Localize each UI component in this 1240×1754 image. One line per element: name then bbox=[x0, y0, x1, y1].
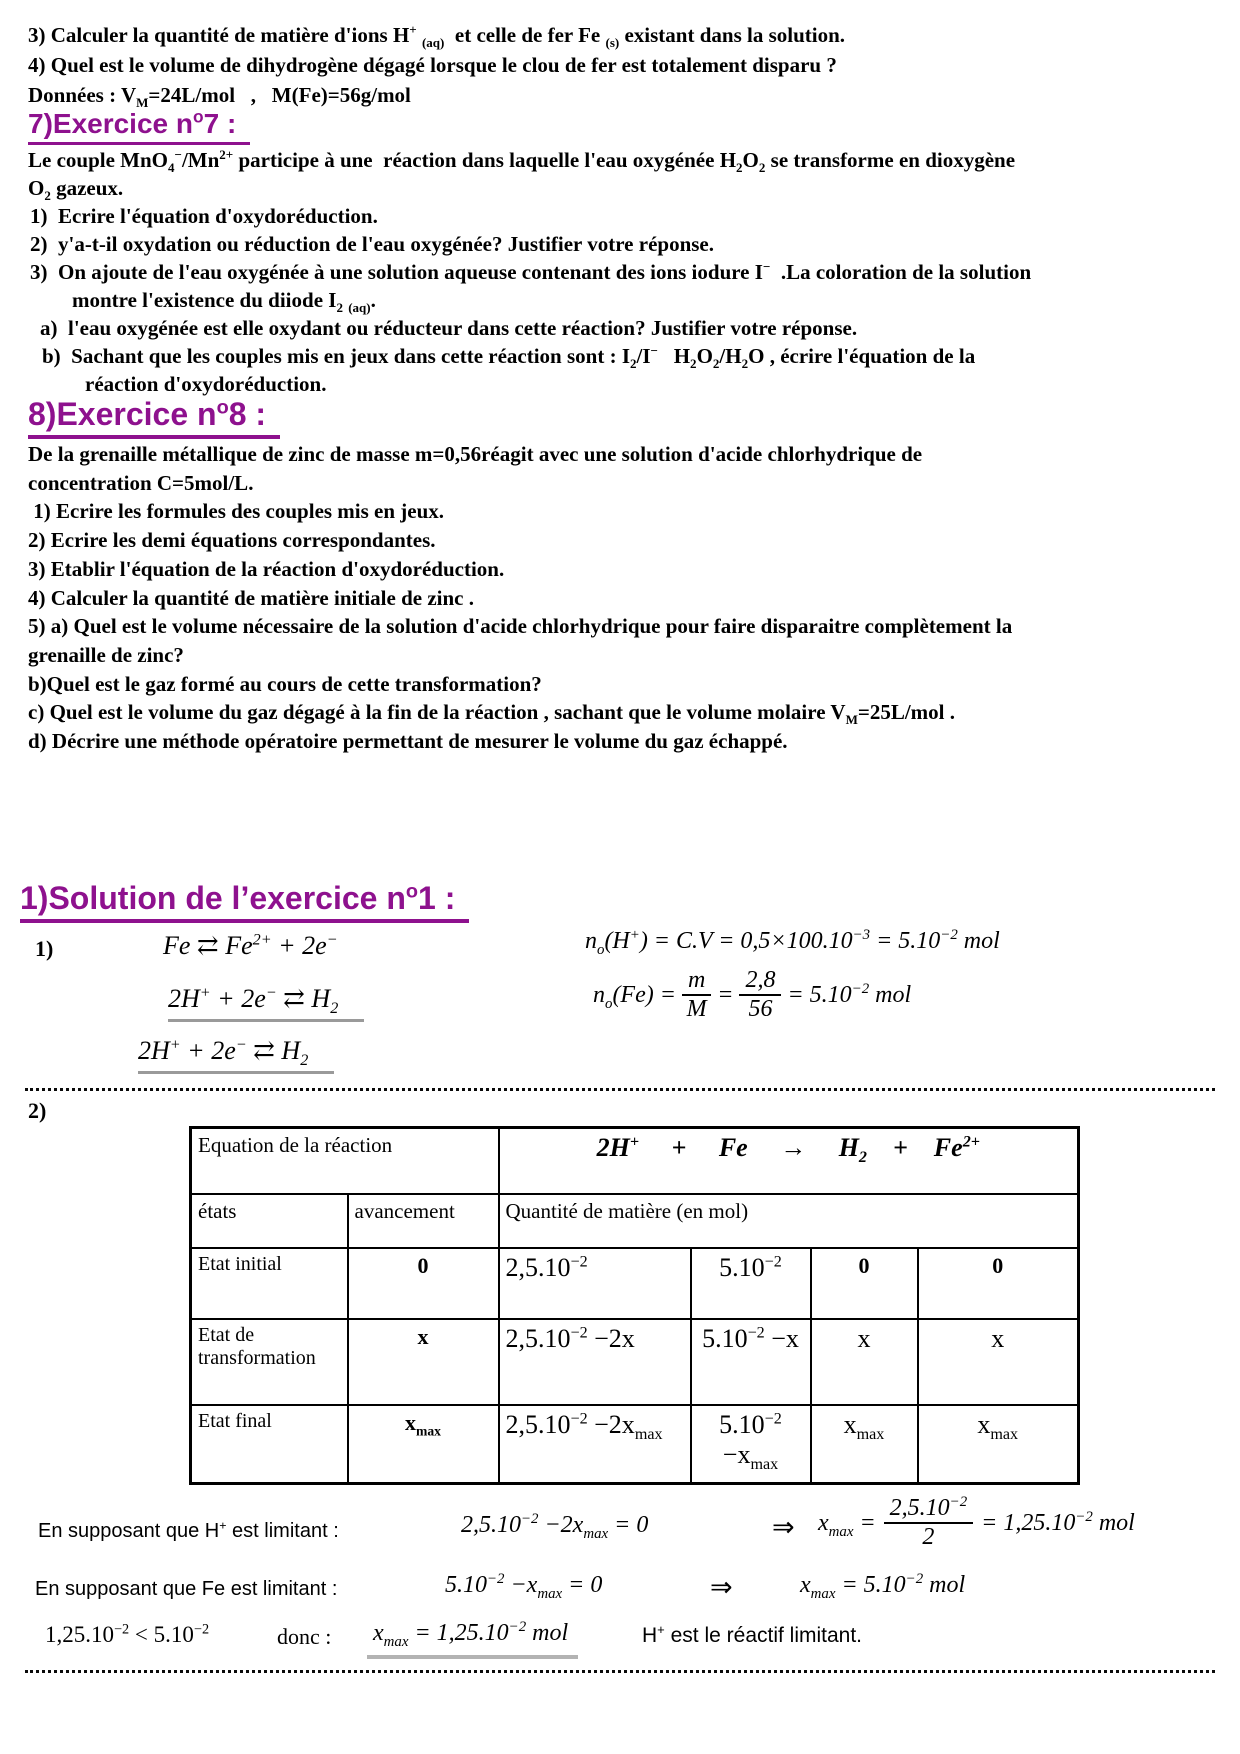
quantite-header-cell: Quantité de matière (en mol) bbox=[499, 1194, 1079, 1248]
fraction-m-over-M bbox=[682, 968, 711, 1022]
ex8-line: 2) Ecrire les demi équations correspondantes. bbox=[28, 528, 436, 553]
qty-cell: 0 bbox=[811, 1248, 918, 1319]
qty-cell: $x_{max}$ bbox=[811, 1405, 918, 1484]
table-row-headers bbox=[191, 1194, 1079, 1248]
limiting-h-equation: $2,5.10^{-2} -2x_{max} = 0$ bbox=[461, 1511, 649, 1542]
table-row-final bbox=[191, 1405, 1079, 1484]
qty-cell: $2,5.10^{-2} -2x$ bbox=[499, 1319, 691, 1405]
qty-cell: $2,5.10^{-2}$ bbox=[499, 1248, 691, 1319]
half-equation-h2-1: 2H+ + 2e− ⇄ $H_2$ bbox=[168, 984, 364, 1022]
table-row-transformation bbox=[191, 1319, 1079, 1405]
fraction-numerator: 2,8 bbox=[739, 968, 781, 996]
dotted-separator bbox=[25, 1670, 1215, 1673]
ex8-line: De la grenaille métallique de zinc de masse m=0,56réagit avec une solution d'acide chlorhydrique de bbox=[28, 442, 923, 466]
table-row-initial bbox=[191, 1248, 1079, 1319]
qty-cell: $5.10^{-2} -x$ bbox=[691, 1319, 811, 1405]
avancement-cell: 0 bbox=[348, 1248, 499, 1319]
ex8-line: 1) Ecrire les formules des couples mis en jeux. bbox=[28, 499, 445, 524]
fraction-numerator: m bbox=[682, 968, 711, 996]
calc-n-hplus bbox=[585, 927, 1000, 958]
donc-label: donc : bbox=[277, 1624, 332, 1649]
equation-label-cell: Equation de la réaction bbox=[191, 1128, 499, 1194]
solution-part1-label: 1) bbox=[35, 936, 54, 961]
exercice-8-body bbox=[28, 440, 1012, 756]
xmax-final-value: $x_{max} = 1,25.10^{-2}$ mol bbox=[367, 1620, 578, 1659]
fraction-denominator: 2 bbox=[922, 1524, 935, 1551]
fraction-denominator: M bbox=[686, 996, 707, 1023]
half-equation-fe: Fe ⇄ $Fe^{2+} + 2e^-$ bbox=[163, 931, 338, 960]
limiting-conclusion: H+ est le réactif limitant. bbox=[642, 1622, 863, 1647]
qty-cell: x bbox=[811, 1319, 918, 1405]
half-equation-h2-2: 2H+ + 2e− ⇄ $H_2$ bbox=[138, 1036, 334, 1074]
calc-n-fe-suffix: = $5.10^{-2}$ mol bbox=[787, 980, 912, 1008]
dotted-separator bbox=[25, 1088, 1215, 1091]
calc-n-hplus-text: $n_o(H^+) = C.V = 0,5\times 100.10^{-3} = 5.10^{-2}$ mol bbox=[585, 927, 1000, 958]
intro-line-4: 4) Quel est le volume de dihydrogène dégagé lorsque le clou de fer est totalement disparu ? bbox=[28, 53, 837, 77]
intro-block bbox=[28, 20, 845, 110]
qty-cell: $2,5.10^{-2} -2x_{max}$ bbox=[499, 1405, 691, 1484]
ex7-line: 3) On ajoute de l'eau oxygénée à une solution aqueuse contenant des ions iodure I− .La coloration de la solution bbox=[30, 259, 1032, 284]
ex8-line: 5) a) Quel est le volume nécessaire de la solution d'acide chlorhydrique pour faire disparaitre complètement la bbox=[28, 614, 1013, 639]
avancement-header-cell: avancement bbox=[348, 1194, 499, 1248]
fraction-28-over-56 bbox=[739, 968, 781, 1022]
reaction-equation-cell: 2H+ + Fe → $H_2$ + $Fe^{2+}$ bbox=[499, 1128, 1079, 1194]
ex8-line: b)Quel est le gaz formé au cours de cette transformation? bbox=[28, 671, 542, 696]
limiting-h-label: En supposant que H+ est limitant : bbox=[38, 1518, 339, 1542]
calc-n-fe-equals: = bbox=[717, 981, 734, 1008]
heading-exercice-7-text: 7)Exercice $n^o7$ : bbox=[28, 108, 250, 145]
ex7-line: b) Sachant que les couples mis en jeux dans cette réaction sont : $I_2/I^-$ $H_2O_2/H_2O$ , écrire l'équation de la bbox=[42, 343, 976, 372]
solution-part2-label: 2) bbox=[28, 1098, 47, 1123]
implies-arrow: ⇒ bbox=[772, 1512, 795, 1543]
qty-cell: $5.10^{-2}$ bbox=[691, 1248, 811, 1319]
fraction-numerator: $2,5.10^{-2}$ bbox=[884, 1496, 973, 1524]
intro-line-3: 3) Calculer la quantité de matière d'ions H+ $_{(aq)}$ et celle de fer Fe $_{(s)}$ existant dans la solution. bbox=[28, 22, 846, 51]
heading-exercice-8-text: 8)Exercice $n^o8$ : bbox=[28, 396, 280, 439]
state-cell: Etat de transformation bbox=[191, 1319, 348, 1405]
qty-cell: x bbox=[918, 1319, 1079, 1405]
ex8-line: d) Décrire une méthode opératoire permettant de mesurer le volume du gaz échappé. bbox=[28, 729, 788, 754]
etats-header-cell: états bbox=[191, 1194, 348, 1248]
avancement-cell: x bbox=[348, 1319, 499, 1405]
fraction-denominator: 56 bbox=[748, 996, 773, 1023]
comparison-values: $1,25.10^{-2} < 5.10^{-2}$ bbox=[45, 1621, 210, 1647]
limiting-fe-result: $x_{max} = 5.10^{-2}$ mol bbox=[800, 1571, 966, 1602]
calc-n-fe-prefix: $n_o(Fe)$ = bbox=[593, 981, 676, 1012]
ex7-line: a) l'eau oxygénée est elle oxydant ou réducteur dans cette réaction? Justifier votre réponse. bbox=[40, 316, 858, 340]
exercice-7-body bbox=[28, 146, 1031, 398]
qty-cell: $x_{max}$ bbox=[918, 1405, 1079, 1484]
implies-arrow: ⇒ bbox=[710, 1572, 733, 1603]
limiting-fe-equation: $5.10^{-2} -x_{max} = 0$ bbox=[445, 1571, 603, 1602]
state-cell: Etat initial bbox=[191, 1248, 348, 1319]
xmax-prefix: $x_{max}$ = bbox=[818, 1509, 876, 1540]
heading-solution-1 bbox=[20, 880, 469, 923]
ex7-line: 1) Ecrire l'équation d'oxydoréduction. bbox=[30, 204, 378, 228]
calc-n-fe bbox=[593, 968, 911, 1022]
ex8-line: c) Quel est le volume du gaz dégagé à la fin de la réaction , sachant que le volume molaire $V_M=25L$/mol . bbox=[28, 700, 956, 728]
ex8-line: concentration C=5mol/L. bbox=[28, 470, 254, 495]
avancement-cell: $x_{max}$ bbox=[348, 1405, 499, 1484]
ex7-line: Le couple $MnO_4^-/Mn^{2+}$ participe à une réaction dans laquelle l'eau oxygénée $H_2O_2$ se transforme en dioxygène bbox=[28, 147, 1016, 176]
intro-line-donnees: Données : $V_M=24L$/mol , M(Fe)=56g/mol bbox=[28, 83, 411, 111]
ex7-line: $O_2$ gazeux. bbox=[28, 176, 124, 204]
heading-exercice-8 bbox=[28, 396, 280, 439]
ex7-line: montre l'existence du diiode $I_2$ $_{(aq)}$. bbox=[72, 288, 376, 316]
ex8-line: 3) Etablir l'équation de la réaction d'oxydoréduction. bbox=[28, 556, 505, 581]
ex7-line: réaction d'oxydoréduction. bbox=[85, 372, 327, 396]
xmax-suffix: = $1,25.10^{-2}$ mol bbox=[981, 1508, 1135, 1536]
heading-solution-1-text: 1)Solution de l’exercice $n^o1$ : bbox=[20, 880, 469, 923]
avancement-table bbox=[189, 1126, 1080, 1485]
ex7-line: 2) y'a-t-il oxydation ou réduction de l'eau oxygénée? Justifier votre réponse. bbox=[30, 232, 714, 256]
ex8-line: 4) Calculer la quantité de matière initiale de zinc . bbox=[28, 585, 474, 610]
qty-cell: $5.10^{-2} -x_{max}$ bbox=[691, 1405, 811, 1484]
qty-cell: 0 bbox=[918, 1248, 1079, 1319]
table-row-equation bbox=[191, 1128, 1079, 1194]
limiting-h-result bbox=[818, 1496, 1135, 1550]
heading-exercice-7 bbox=[28, 108, 250, 145]
fraction-xmax bbox=[884, 1496, 973, 1550]
ex8-line: grenaille de zinc? bbox=[28, 642, 184, 667]
limiting-fe-label: En supposant que Fe est limitant : bbox=[35, 1578, 338, 1600]
state-cell: Etat final bbox=[191, 1405, 348, 1484]
